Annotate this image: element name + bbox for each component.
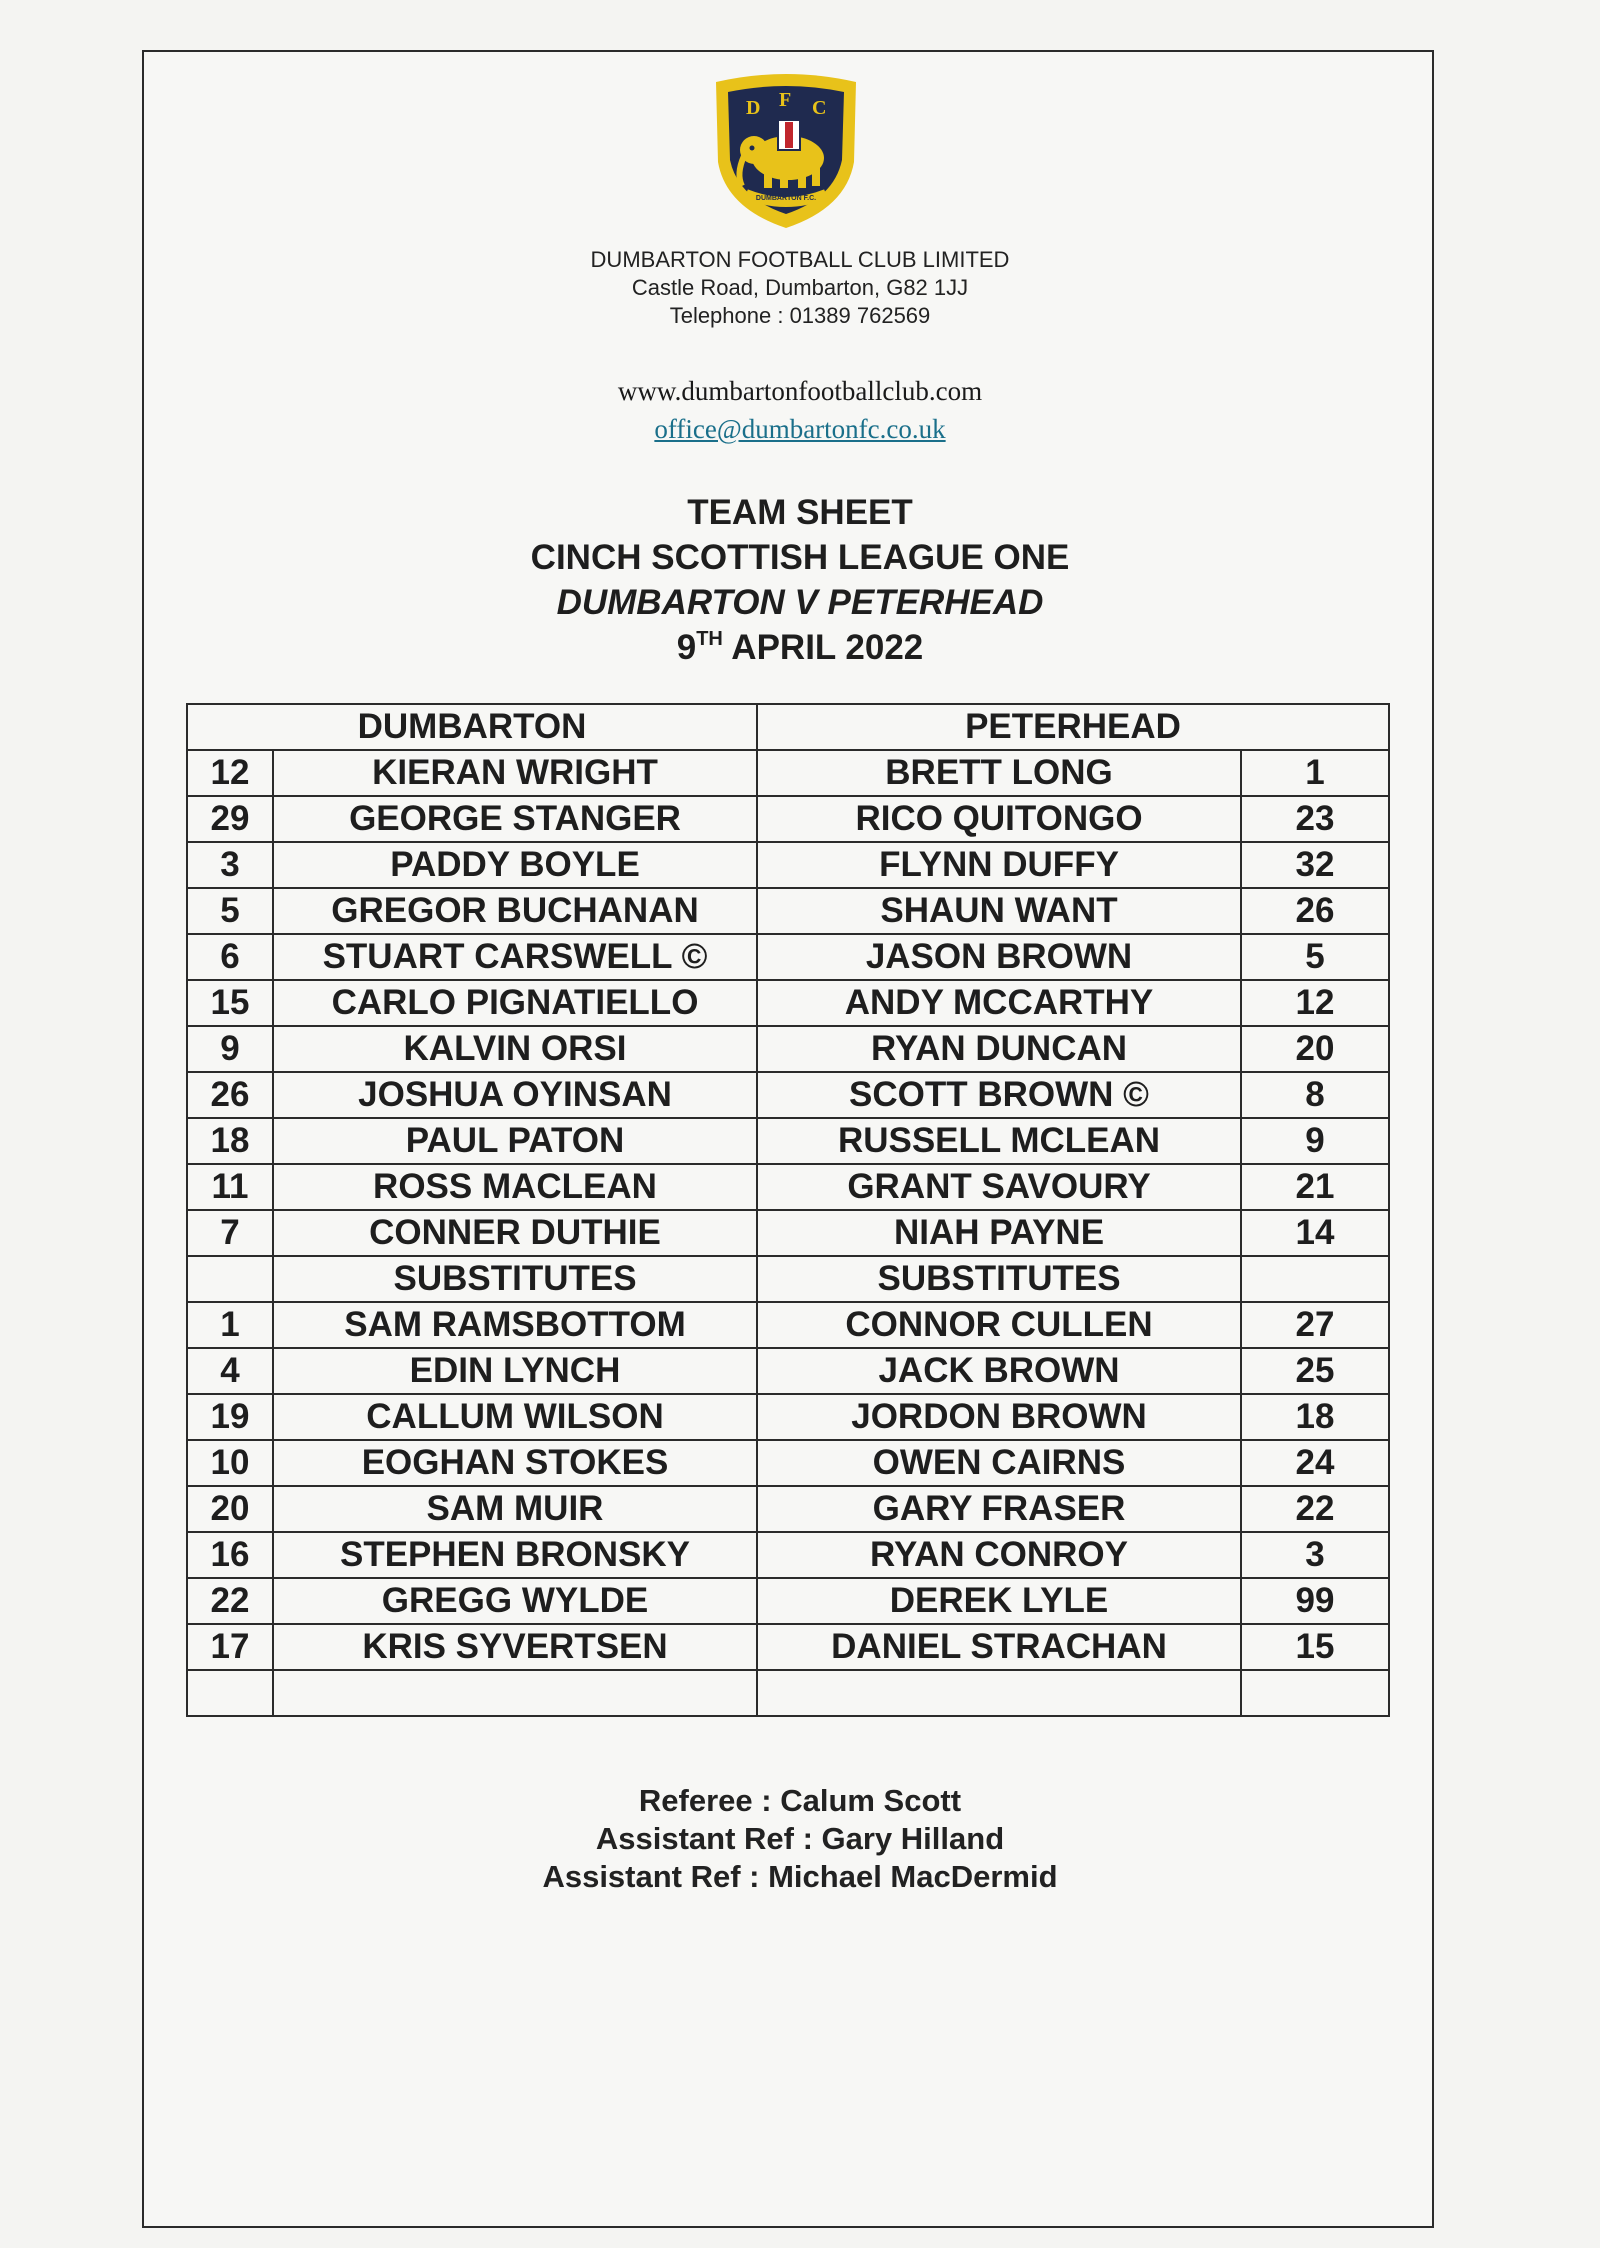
home-substitutes-label: SUBSTITUTES <box>273 1256 757 1302</box>
home-shirt-number: 29 <box>187 796 273 842</box>
away-player-name: SCOTT BROWN © <box>757 1072 1241 1118</box>
home-player-name: KRIS SYVERTSEN <box>273 1624 757 1670</box>
assistant-referee-2: Assistant Ref : Michael MacDermid <box>542 1859 1058 1894</box>
substitute-row <box>187 1394 1389 1440</box>
starter-row <box>187 1118 1389 1164</box>
crest-letter-d: D <box>746 97 761 119</box>
away-shirt-number: 9 <box>1241 1118 1389 1164</box>
away-shirt-number: 32 <box>1241 842 1389 888</box>
away-player-name: JACK BROWN <box>757 1348 1241 1394</box>
email-link[interactable]: office@dumbartonfc.co.uk <box>654 414 946 444</box>
substitute-row <box>187 1440 1389 1486</box>
starter-row <box>187 1164 1389 1210</box>
home-player-name: EOGHAN STOKES <box>273 1440 757 1486</box>
home-shirt-number: 19 <box>187 1394 273 1440</box>
away-shirt-number: 3 <box>1241 1532 1389 1578</box>
home-shirt-number: 20 <box>187 1486 273 1532</box>
substitute-row <box>187 1624 1389 1670</box>
empty-row <box>187 1670 1389 1716</box>
away-shirt-number: 26 <box>1241 888 1389 934</box>
competition-name: CINCH SCOTTISH LEAGUE ONE <box>530 538 1070 577</box>
away-shirt-number: 1 <box>1241 750 1389 796</box>
away-player-name: BRETT LONG <box>757 750 1241 796</box>
away-shirt-number: 21 <box>1241 1164 1389 1210</box>
club-crest-logo <box>706 70 866 232</box>
home-shirt-number: 9 <box>187 1026 273 1072</box>
home-player-name: STEPHEN BRONSKY <box>273 1532 757 1578</box>
website-link[interactable]: www.dumbartonfootballclub.com <box>617 376 983 406</box>
home-player-name: STUART CARSWELL © <box>273 934 757 980</box>
starter-row <box>187 1072 1389 1118</box>
starter-row <box>187 842 1389 888</box>
club-name: DUMBARTON FOOTBALL CLUB LIMITED <box>590 247 1010 272</box>
away-player-name: ANDY MCCARTHY <box>757 980 1241 1026</box>
match-date-suffix: TH <box>696 628 723 650</box>
away-player-name: SHAUN WANT <box>757 888 1241 934</box>
home-shirt-number: 6 <box>187 934 273 980</box>
home-player-name: GEORGE STANGER <box>273 796 757 842</box>
away-shirt-number: 15 <box>1241 1624 1389 1670</box>
away-shirt-number: 8 <box>1241 1072 1389 1118</box>
away-shirt-number: 14 <box>1241 1210 1389 1256</box>
away-player-name: FLYNN DUFFY <box>757 842 1241 888</box>
substitute-row <box>187 1486 1389 1532</box>
away-substitutes-label: SUBSTITUTES <box>757 1256 1241 1302</box>
away-shirt-number: 25 <box>1241 1348 1389 1394</box>
substitute-row <box>187 1348 1389 1394</box>
home-shirt-number: 15 <box>187 980 273 1026</box>
crest-letter-f: F <box>779 89 792 111</box>
starter-row <box>187 750 1389 796</box>
home-shirt-number: 7 <box>187 1210 273 1256</box>
away-player-name: RYAN DUNCAN <box>757 1026 1241 1072</box>
team-header-row <box>187 704 1389 750</box>
starter-row <box>187 1026 1389 1072</box>
empty-cell <box>187 1670 273 1716</box>
substitute-row <box>187 1578 1389 1624</box>
home-player-name: SAM RAMSBOTTOM <box>273 1302 757 1348</box>
starter-row <box>187 1210 1389 1256</box>
club-telephone: Telephone : 01389 762569 <box>669 303 931 328</box>
away-player-name: NIAH PAYNE <box>757 1210 1241 1256</box>
starter-row <box>187 796 1389 842</box>
home-shirt-number: 3 <box>187 842 273 888</box>
away-shirt-number: 27 <box>1241 1302 1389 1348</box>
home-shirt-number: 4 <box>187 1348 273 1394</box>
contact-block <box>0 372 1600 448</box>
home-player-name: GREGG WYLDE <box>273 1578 757 1624</box>
substitute-row <box>187 1532 1389 1578</box>
sheet-heading <box>0 490 1600 670</box>
starter-row <box>187 980 1389 1026</box>
substitutes-header-row <box>187 1256 1389 1302</box>
starter-row <box>187 934 1389 980</box>
home-shirt-number: 17 <box>187 1624 273 1670</box>
club-address: Castle Road, Dumbarton, G82 1JJ <box>631 275 969 300</box>
crest-banner-text: DUMBARTON F.C. <box>755 195 817 202</box>
away-player-name: JASON BROWN <box>757 934 1241 980</box>
away-shirt-number: 24 <box>1241 1440 1389 1486</box>
home-team-header: DUMBARTON <box>187 704 757 750</box>
away-shirt-number: 12 <box>1241 980 1389 1026</box>
starter-row <box>187 888 1389 934</box>
empty-cell <box>273 1670 757 1716</box>
home-player-name: JOSHUA OYINSAN <box>273 1072 757 1118</box>
home-player-name: ROSS MACLEAN <box>273 1164 757 1210</box>
home-player-name: PADDY BOYLE <box>273 842 757 888</box>
away-shirt-number: 18 <box>1241 1394 1389 1440</box>
away-player-name: RICO QUITONGO <box>757 796 1241 842</box>
away-player-name: GRANT SAVOURY <box>757 1164 1241 1210</box>
sheet-title: TEAM SHEET <box>687 493 913 532</box>
home-player-name: CALLUM WILSON <box>273 1394 757 1440</box>
club-address-block <box>0 246 1600 330</box>
fixture-name: DUMBARTON V PETERHEAD <box>556 583 1044 622</box>
away-shirt-number: 20 <box>1241 1026 1389 1072</box>
empty-cell <box>757 1670 1241 1716</box>
substitute-row <box>187 1302 1389 1348</box>
match-date <box>0 625 1600 670</box>
away-shirt-number: 22 <box>1241 1486 1389 1532</box>
away-player-name: RYAN CONROY <box>757 1532 1241 1578</box>
referee: Referee : Calum Scott <box>638 1783 962 1818</box>
away-player-name: DEREK LYLE <box>757 1578 1241 1624</box>
home-shirt-number: 16 <box>187 1532 273 1578</box>
home-player-name: KALVIN ORSI <box>273 1026 757 1072</box>
home-shirt-number: 12 <box>187 750 273 796</box>
home-player-name: GREGOR BUCHANAN <box>273 888 757 934</box>
away-sub-number-blank <box>1241 1256 1389 1302</box>
away-player-name: DANIEL STRACHAN <box>757 1624 1241 1670</box>
home-sub-number-blank <box>187 1256 273 1302</box>
home-shirt-number: 18 <box>187 1118 273 1164</box>
away-player-name: GARY FRASER <box>757 1486 1241 1532</box>
home-shirt-number: 22 <box>187 1578 273 1624</box>
team-sheet-table <box>186 703 1390 1717</box>
home-shirt-number: 5 <box>187 888 273 934</box>
away-shirt-number: 23 <box>1241 796 1389 842</box>
match-officials <box>0 1782 1600 1896</box>
home-shirt-number: 10 <box>187 1440 273 1486</box>
away-shirt-number: 99 <box>1241 1578 1389 1624</box>
crest-letter-c: C <box>812 97 827 119</box>
home-shirt-number: 11 <box>187 1164 273 1210</box>
match-date-rest: APRIL 2022 <box>722 628 924 667</box>
assistant-referee-1: Assistant Ref : Gary Hilland <box>595 1821 1005 1856</box>
away-shirt-number: 5 <box>1241 934 1389 980</box>
away-player-name: JORDON BROWN <box>757 1394 1241 1440</box>
home-player-name: EDIN LYNCH <box>273 1348 757 1394</box>
away-player-name: CONNOR CULLEN <box>757 1302 1241 1348</box>
home-player-name: CONNER DUTHIE <box>273 1210 757 1256</box>
home-player-name: CARLO PIGNATIELLO <box>273 980 757 1026</box>
away-team-header: PETERHEAD <box>757 704 1389 750</box>
home-player-name: PAUL PATON <box>273 1118 757 1164</box>
match-date-day: 9 <box>676 628 697 667</box>
home-shirt-number: 26 <box>187 1072 273 1118</box>
empty-cell <box>1241 1670 1389 1716</box>
home-player-name: SAM MUIR <box>273 1486 757 1532</box>
away-player-name: OWEN CAIRNS <box>757 1440 1241 1486</box>
home-player-name: KIERAN WRIGHT <box>273 750 757 796</box>
away-player-name: RUSSELL MCLEAN <box>757 1118 1241 1164</box>
home-shirt-number: 1 <box>187 1302 273 1348</box>
